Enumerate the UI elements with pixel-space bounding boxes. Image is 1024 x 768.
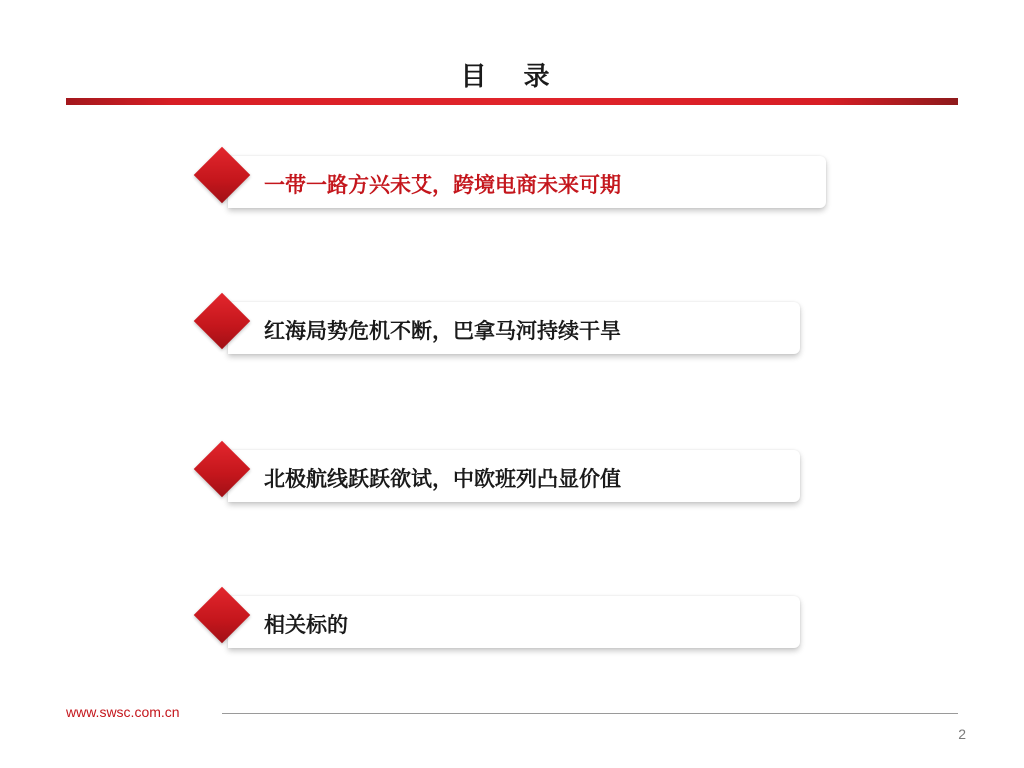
toc-item-label: 北极航线跃跃欲试，中欧班列凸显价值 bbox=[264, 467, 621, 491]
toc-item-label: 相关标的 bbox=[264, 613, 348, 637]
title-underline-bar bbox=[66, 98, 958, 105]
page-number: 2 bbox=[958, 726, 966, 742]
footer-website-link[interactable]: www.swsc.com.cn bbox=[66, 704, 180, 720]
footer-divider bbox=[222, 713, 958, 714]
page-title: 目 录 bbox=[460, 62, 564, 92]
toc-item-label: 红海局势危机不断，巴拿马河持续干旱 bbox=[264, 319, 621, 343]
toc-item-label: 一带一路方兴未艾，跨境电商未来可期 bbox=[264, 173, 621, 197]
